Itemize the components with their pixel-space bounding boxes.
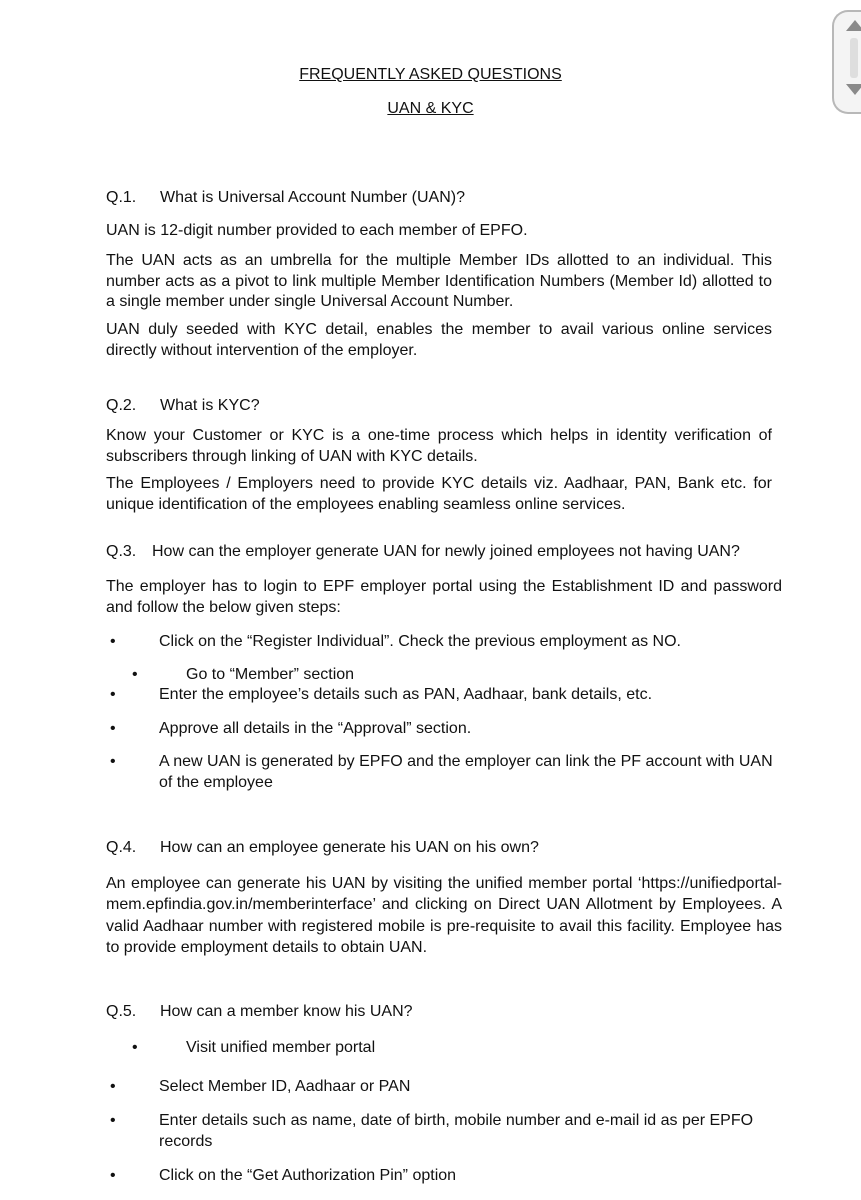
list-item-text: A new UAN is generated by EPFO and the employer can link the PF account with UAN of the employee — [159, 753, 773, 791]
question-number: Q.4. — [106, 839, 137, 856]
scroll-up-icon[interactable] — [846, 20, 861, 31]
question-number: Q.5. — [106, 1003, 137, 1020]
question-4 — [106, 839, 539, 857]
question-5 — [106, 1003, 413, 1021]
answer-paragraph: UAN duly seeded with KYC detail, enables the member to avail various online services directly without intervention of the employer. — [106, 321, 772, 359]
question-1 — [106, 189, 465, 207]
question-number: Q.3. — [106, 543, 137, 560]
scroll-down-icon[interactable] — [846, 84, 861, 95]
list-item-text: Visit unified member portal — [186, 1039, 376, 1056]
question-2 — [106, 397, 260, 415]
list-item-text: Select Member ID, Aadhaar or PAN — [159, 1078, 411, 1095]
question-number: Q.2. — [106, 397, 137, 414]
answer-paragraph: Know your Customer or KYC is a one-time process which helps in identity verification of subscribers through linking of UAN with KYC details. — [106, 427, 772, 465]
answer-paragraph: UAN is 12-digit number provided to each member of EPFO. — [106, 222, 528, 239]
scroll-thumb[interactable] — [850, 38, 858, 78]
bullet: • — [110, 686, 116, 703]
answer-paragraph: The UAN acts as an umbrella for the multiple Member IDs allotted to an individual. This number acts as a pivot to link multiple Member Identification Numbers (Member Id) allotted to a single member under single Universal Account Number. — [106, 252, 772, 310]
document-title: FREQUENTLY ASKED QUESTIONS — [299, 66, 562, 83]
bullet: • — [110, 1167, 116, 1184]
question-text: What is KYC? — [160, 397, 260, 414]
page-scroll-widget[interactable] — [832, 10, 861, 114]
list-item-text: Go to “Member” section — [186, 666, 355, 683]
question-3 — [106, 543, 740, 561]
question-text: What is Universal Account Number (UAN)? — [160, 189, 465, 206]
question-text: How can a member know his UAN? — [160, 1003, 413, 1020]
answer-paragraph: The employer has to login to EPF employer portal using the Establishment ID and password and follow the below given steps: — [106, 578, 782, 616]
answer-paragraph: The Employees / Employers need to provide KYC details viz. Aadhaar, PAN, Bank etc. for unique identification of the employees enabling seamless online services. — [106, 475, 772, 513]
bullet: • — [132, 666, 138, 683]
bullet: • — [110, 753, 116, 770]
question-text: How can the employer generate UAN for newly joined employees not having UAN? — [152, 543, 740, 560]
bullet: • — [110, 720, 116, 737]
list-item-text: Enter details such as name, date of birth, mobile number and e-mail id as per EPFO records — [159, 1112, 754, 1150]
list-item-text: Approve all details in the “Approval” section. — [159, 720, 472, 737]
bullet: • — [110, 633, 116, 650]
list-item-text: Click on the “Get Authorization Pin” option — [159, 1167, 457, 1184]
bullet: • — [110, 1112, 116, 1129]
list-item-text: Click on the “Register Individual”. Check the previous employment as NO. — [159, 633, 681, 650]
document-subtitle: UAN & KYC — [387, 100, 474, 117]
question-text: How can an employee generate his UAN on his own? — [160, 839, 539, 856]
answer-paragraph: An employee can generate his UAN by visiting the unified member portal ‘https://unifiedportal-mem.epfindia.gov.in/memberinterface’ and clicking on Direct UAN Allotment by Employees. A valid Aadhaar number with registered mobile is pre-requisite to avail this facility. Employee has to provide employment details to obtain UAN. — [106, 875, 782, 956]
question-number: Q.1. — [106, 189, 137, 206]
bullet: • — [132, 1039, 138, 1056]
bullet: • — [110, 1078, 116, 1095]
list-item-text: Enter the employee’s details such as PAN, Aadhaar, bank details, etc. — [159, 686, 653, 703]
